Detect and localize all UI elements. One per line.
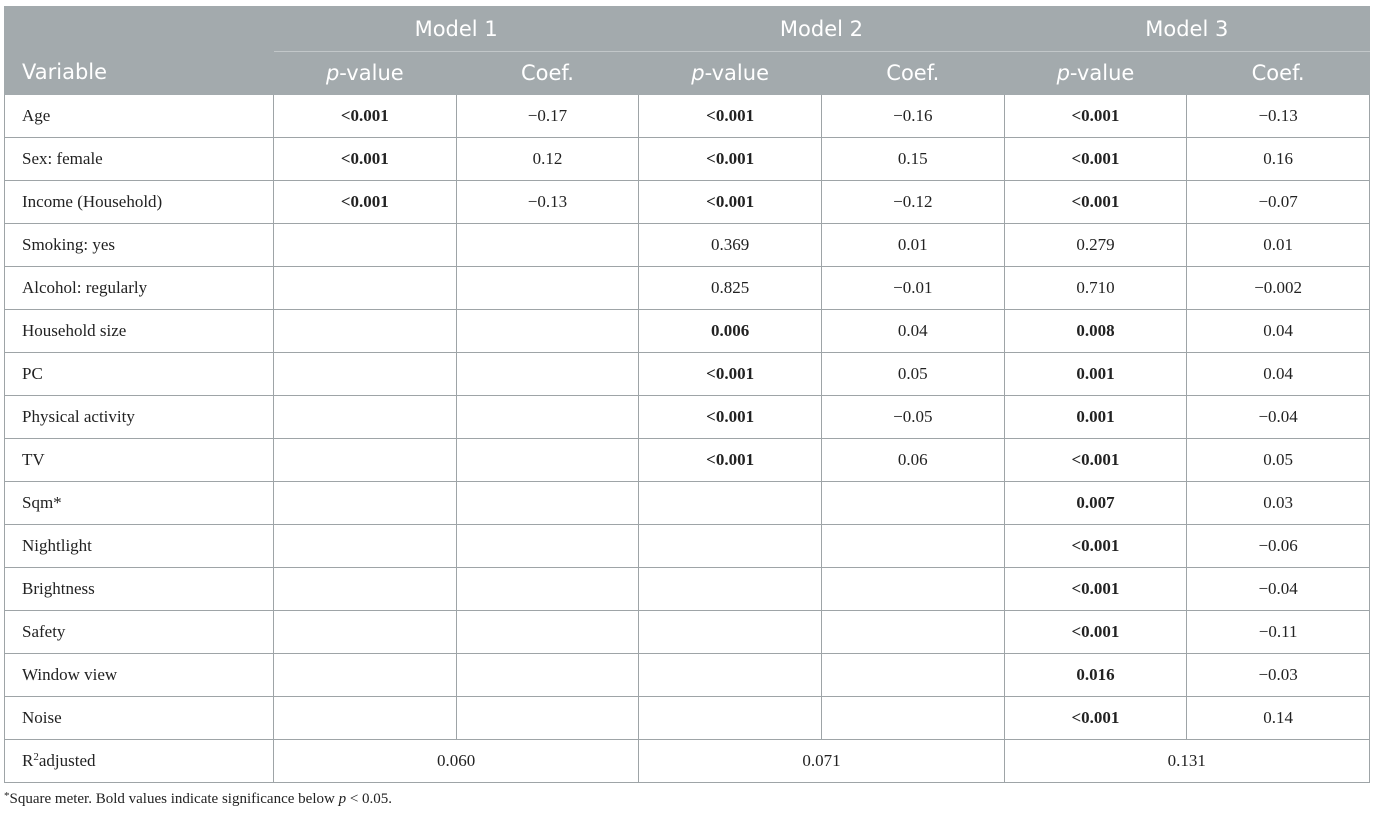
coef-cell: −0.07 (1187, 181, 1370, 224)
footnote-p-symbol: p (338, 791, 347, 807)
variable-name: Household size (5, 310, 274, 353)
coef-cell: 0.05 (1187, 439, 1370, 482)
coef-cell (456, 353, 639, 396)
p-value-cell (273, 611, 456, 654)
p-value-cell (273, 224, 456, 267)
coef-cell: −0.04 (1187, 568, 1370, 611)
variable-name: Sqm* (5, 482, 274, 525)
coef-cell: 0.16 (1187, 138, 1370, 181)
p-value-cell: <0.001 (1004, 568, 1187, 611)
coef-cell (456, 396, 639, 439)
coef-header: Coef. (1187, 52, 1370, 95)
coef-cell (821, 525, 1004, 568)
coef-cell (456, 568, 639, 611)
p-value-cell (639, 568, 822, 611)
variable-name: Safety (5, 611, 274, 654)
p-value-header (273, 52, 456, 95)
p-value-cell: 0.016 (1004, 654, 1187, 697)
p-value-cell (273, 267, 456, 310)
variable-name: Sex: female (5, 138, 274, 181)
regression-table (4, 6, 1370, 783)
coef-cell: 0.04 (1187, 353, 1370, 396)
table-row (5, 525, 1370, 568)
model-3-header: Model 3 (1004, 7, 1369, 52)
coef-cell: −0.06 (1187, 525, 1370, 568)
p-value-header (1004, 52, 1187, 95)
coef-cell (456, 611, 639, 654)
coef-header: Coef. (456, 52, 639, 95)
r2-model-1: 0.060 (273, 740, 638, 783)
p-value-cell: <0.001 (1004, 611, 1187, 654)
p-value-cell (273, 353, 456, 396)
p-value-cell: 0.001 (1004, 353, 1187, 396)
table-row (5, 482, 1370, 525)
table-row (5, 353, 1370, 396)
p-value-cell: 0.369 (639, 224, 822, 267)
table-row (5, 697, 1370, 740)
coef-cell: −0.16 (821, 95, 1004, 138)
p-value-cell: 0.279 (1004, 224, 1187, 267)
variable-name: Alcohol: regularly (5, 267, 274, 310)
coef-cell (456, 482, 639, 525)
table-footnote (4, 790, 392, 808)
variable-name: Noise (5, 697, 274, 740)
r2-label-superscript: 2 (33, 751, 39, 763)
coef-cell (821, 568, 1004, 611)
variable-header: Variable (5, 7, 274, 95)
coef-cell: 0.06 (821, 439, 1004, 482)
coef-cell: −0.01 (821, 267, 1004, 310)
p-value-cell (639, 611, 822, 654)
coef-cell: 0.12 (456, 138, 639, 181)
p-value-cell: 0.007 (1004, 482, 1187, 525)
p-value-cell: <0.001 (1004, 181, 1187, 224)
coef-cell: −0.17 (456, 95, 639, 138)
coef-cell: 0.15 (821, 138, 1004, 181)
p-value-cell: <0.001 (1004, 95, 1187, 138)
model-2-header: Model 2 (639, 7, 1004, 52)
p-value-cell: <0.001 (1004, 439, 1187, 482)
coef-cell: −0.13 (456, 181, 639, 224)
coef-cell (456, 525, 639, 568)
coef-cell (821, 611, 1004, 654)
p-value-cell: 0.001 (1004, 396, 1187, 439)
p-symbol: p (691, 61, 705, 85)
table-body (5, 95, 1370, 740)
table-row (5, 267, 1370, 310)
coef-cell: −0.002 (1187, 267, 1370, 310)
p-value-cell: <0.001 (639, 396, 822, 439)
p-value-cell: <0.001 (1004, 138, 1187, 181)
variable-name: Income (Household) (5, 181, 274, 224)
variable-name: TV (5, 439, 274, 482)
coef-cell: 0.01 (1187, 224, 1370, 267)
variable-name: Nightlight (5, 525, 274, 568)
variable-name: PC (5, 353, 274, 396)
p-value-cell (273, 310, 456, 353)
coef-cell: −0.13 (1187, 95, 1370, 138)
table-row (5, 396, 1370, 439)
p-value-cell: <0.001 (273, 138, 456, 181)
table-row (5, 568, 1370, 611)
footnote-threshold: < 0.05. (346, 791, 393, 807)
p-value-cell (273, 568, 456, 611)
coef-cell: 0.03 (1187, 482, 1370, 525)
coef-cell: −0.04 (1187, 396, 1370, 439)
coef-cell (821, 482, 1004, 525)
coef-cell: 0.04 (1187, 310, 1370, 353)
p-value-cell (639, 654, 822, 697)
r2-label (5, 740, 274, 783)
coef-header: Coef. (821, 52, 1004, 95)
r2-label-rest: adjusted (38, 751, 96, 770)
p-value-cell (273, 697, 456, 740)
p-value-cell: <0.001 (1004, 525, 1187, 568)
coef-cell (456, 439, 639, 482)
coef-cell (456, 224, 639, 267)
p-value-cell: <0.001 (273, 95, 456, 138)
p-value-cell (273, 654, 456, 697)
table-row (5, 224, 1370, 267)
coef-cell: 0.01 (821, 224, 1004, 267)
p-value-suffix: -value (339, 61, 404, 85)
coef-cell: 0.14 (1187, 697, 1370, 740)
p-value-suffix: -value (1069, 61, 1135, 85)
p-value-suffix: -value (704, 61, 769, 85)
footnote-text: Square meter. Bold values indicate significance below (9, 791, 339, 807)
coef-cell (821, 697, 1004, 740)
p-value-cell (273, 439, 456, 482)
coef-cell (456, 697, 639, 740)
variable-name: Brightness (5, 568, 274, 611)
variable-name: Window view (5, 654, 274, 697)
table-row (5, 611, 1370, 654)
r2-model-2: 0.071 (639, 740, 1004, 783)
coef-cell (456, 310, 639, 353)
table-row (5, 654, 1370, 697)
table-row (5, 138, 1370, 181)
variable-name: Smoking: yes (5, 224, 274, 267)
table-row (5, 95, 1370, 138)
p-value-cell: <0.001 (639, 353, 822, 396)
p-value-cell: <0.001 (639, 181, 822, 224)
p-value-cell (273, 396, 456, 439)
variable-name: Physical activity (5, 396, 274, 439)
coef-cell (456, 267, 639, 310)
p-value-cell (273, 525, 456, 568)
p-value-cell (273, 482, 456, 525)
r2-row (5, 740, 1370, 783)
p-value-cell: <0.001 (639, 95, 822, 138)
coef-cell: 0.05 (821, 353, 1004, 396)
p-value-cell: <0.001 (639, 439, 822, 482)
p-value-cell (639, 697, 822, 740)
p-value-cell: <0.001 (639, 138, 822, 181)
p-value-cell: <0.001 (1004, 697, 1187, 740)
p-value-cell (639, 525, 822, 568)
p-value-cell (639, 482, 822, 525)
r2-label-base: R (22, 751, 34, 770)
table-row (5, 439, 1370, 482)
p-value-cell: 0.825 (639, 267, 822, 310)
r2-section (5, 740, 1370, 783)
p-symbol: p (1056, 61, 1070, 85)
coef-cell: −0.12 (821, 181, 1004, 224)
coef-cell: −0.03 (1187, 654, 1370, 697)
table-row (5, 310, 1370, 353)
p-value-cell: 0.006 (639, 310, 822, 353)
p-value-cell: <0.001 (273, 181, 456, 224)
p-value-header (639, 52, 822, 95)
r2-model-3: 0.131 (1004, 740, 1369, 783)
table-header (5, 7, 1370, 95)
model-1-header: Model 1 (273, 7, 638, 52)
p-value-cell: 0.710 (1004, 267, 1187, 310)
coef-cell (821, 654, 1004, 697)
table-row (5, 181, 1370, 224)
p-value-cell: 0.008 (1004, 310, 1187, 353)
footnote-asterisk: * (4, 790, 10, 802)
p-symbol: p (325, 61, 340, 85)
coef-cell: −0.11 (1187, 611, 1370, 654)
variable-name: Age (5, 95, 274, 138)
coef-cell: 0.04 (821, 310, 1004, 353)
coef-cell (456, 654, 639, 697)
coef-cell: −0.05 (821, 396, 1004, 439)
